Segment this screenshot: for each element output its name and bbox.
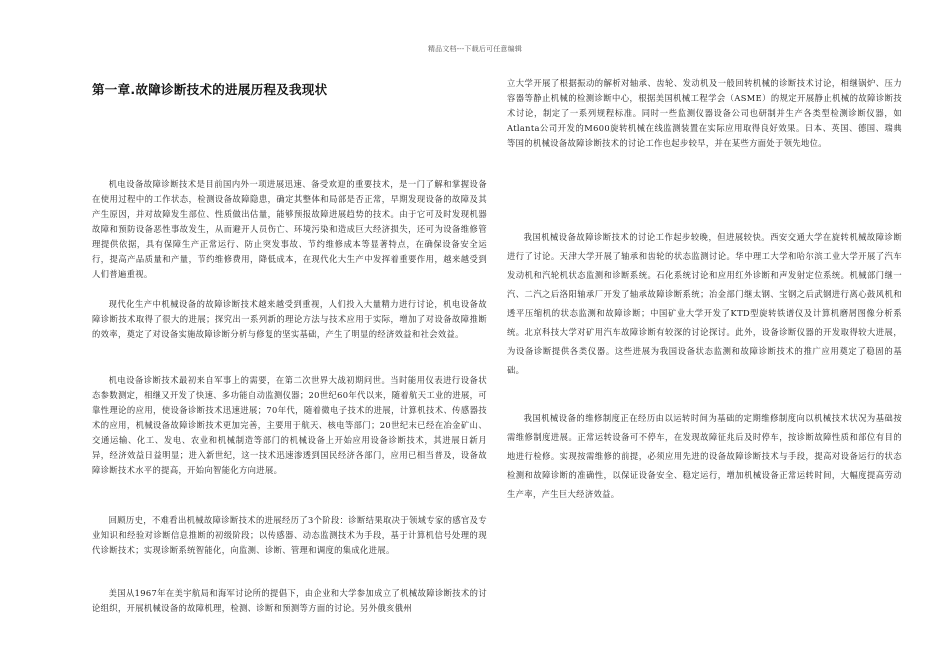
left-paragraph-4 bbox=[92, 513, 487, 558]
left-paragraph-3 bbox=[92, 373, 487, 478]
paragraph-text: 美国从1967年在美宇航局和海军讨论所的提倡下，由企业和大学参加成立了机械故障诊断技术的讨论组织，开展机械设备的故障机理，检测、诊断和预测等方面的讨论。另外俄亥俄州 bbox=[92, 588, 487, 613]
chapter-title: 第一章.故障诊断技术的进展历程及我现状 bbox=[92, 82, 328, 97]
right-paragraph-2 bbox=[507, 228, 902, 380]
paragraph-text: 回顾历史，不难看出机械故障诊断技术的进展经历了3个阶段：诊断结果取决于领域专家的感官及专业知识和经验对诊断信息推断的初级阶段；以传感器、动态监测技术为手段，基于计算机信号处理的现代诊断技术；实现诊断系统智能化，向监测、诊断、管理和调度的集成化进展。 bbox=[92, 515, 487, 555]
paragraph-text: 立大学开展了根据振动的解析对轴承、齿轮、发动机及一般回转机械的诊断技术讨论，相继锅炉、压力容器等静止机械的检测诊断中心，根据美国机械工程学会（ASME）的规定开展静止机械的故障诊断技术讨论，制定了一系列规程标准。同时一些监测仪器设备公司也研制并生产各类型检测诊断仪器，如Atlanta公司开发的M600旋转机械在线监测装置在实际应用取得良好效果。日本、英国、德国、瑞典等国的机械设备故障诊断技术的讨论工作也起步较早，并在某些方面处于领先地位。 bbox=[507, 78, 902, 148]
right-paragraph-3 bbox=[507, 409, 902, 504]
right-paragraph-1 bbox=[507, 76, 902, 151]
left-paragraph-5 bbox=[92, 586, 487, 616]
left-paragraph-2 bbox=[92, 297, 487, 342]
paragraph-text: 我国机械设备的维修制度正在经历由以运转时间为基础的定期维修制度向以机械技术状况为基础按需维修制度进展。正常运转设备可不停车，在发现故障征兆后及时停车，按诊断故障性质和部位有目的地进行检修。实现按需维修的前提，必须应用先进的设备故障诊断技术与手段，提高对设备运行的状态检测和故障诊断的准确性，以保证设备安全、稳定运行，增加机械设备正常运转时间，大幅度提高劳动生产率，产生巨大经济效益。 bbox=[507, 413, 902, 499]
left-paragraph-1 bbox=[92, 177, 487, 282]
paragraph-text: 机电设备故障诊断技术是目前国内外一项进展迅速、备受欢迎的重要技术，是一门了解和掌握设备在使用过程中的工作状态，检测设备故障隐患，确定其整体和局部是否正常，早期发现设备的故障及其产生原因，并对故障发生部位、性质做出估量，能够预报故障进展趋势的技术。由于它可及时发现机器故障和预防设备恶性事故发生，从而避开人员伤亡、环境污染和造成巨大经济损失，还可为设备维修管理提供依据，具有保障生产正常运行、防止突发事故、节约维修成本等显著特点，在确保设备安全运行，提高产品质量和产量，节约维修费用，降低成本，在现代化大生产中发挥着重要作用，越来越受到人们普遍重视。 bbox=[92, 179, 487, 279]
page-header: 精品文档---下载后可任意编辑 bbox=[427, 45, 523, 53]
paragraph-text: 我国机械设备故障诊断技术的讨论工作起步较晚，但进展较快。西安交通大学在旋转机械故障诊断进行了讨论。天津大学开展了轴承和齿轮的状态监测讨论。华中理工大学和哈尔滨工业大学开展了汽车发动机和汽轮机状态监测和诊断系统。石化系统讨论和应用红外诊断和声发射定位系统。机械部门继一汽、二汽之后洛阳轴承厂开发了轴承故障诊断系统；冶金部门继太钢、宝钢之后武钢进行离心鼓风机和透平压缩机的状态监测和故障诊断；中国矿业大学开发了KTD型旋转铁谱仪及计算机磨屑图像分析系统。北京科技大学对矿用汽车故障诊断有较深的讨论探讨。此外，设备诊断仪器的开发取得较大进展，为设备诊断提供各类仪器。这些进展为我国设备状态监测和故障诊断技术的推广应用奠定了稳固的基础。 bbox=[507, 232, 902, 375]
paragraph-text: 机电设备诊断技术最初来自军事上的需要，在第二次世界大战初期问世。当时能用仪表进行设备状态参数测定，相继又开发了快速、多功能自动监测仪器；20世纪60年代以来，随着航天工业的进展，可靠性理论的应用，使设备诊断技术迅速进展；70年代，随着微电子技术的进展，计算机技术、传感器技术的应用，机械设备故障诊断技术更加完善，主要用于航天、核电等部门；20世纪末已经在冶金矿山、交通运输、化工、发电、农业和机械制造等部门的机械设备上开始应用设备诊断技术，其进展日新月异，经济效益日益明显；进入新世纪，这一技术迅速渗透到国民经济各部门，应用已相当普及，设备故障诊断技术水平的提高，开始向智能化方向进展。 bbox=[92, 375, 487, 475]
paragraph-text: 现代化生产中机械设备的故障诊断技术越来越受到重视，人们投入大量精力进行讨论，机电设备故障诊断技术取得了很大的进展；探究出一系列新的理论方法与技术应用于实际，增加了对设备故障推断的效率，奠定了对设备实施故障诊断分析与修复的坚实基础，产生了明显的经济效益和社会效益。 bbox=[92, 299, 487, 339]
